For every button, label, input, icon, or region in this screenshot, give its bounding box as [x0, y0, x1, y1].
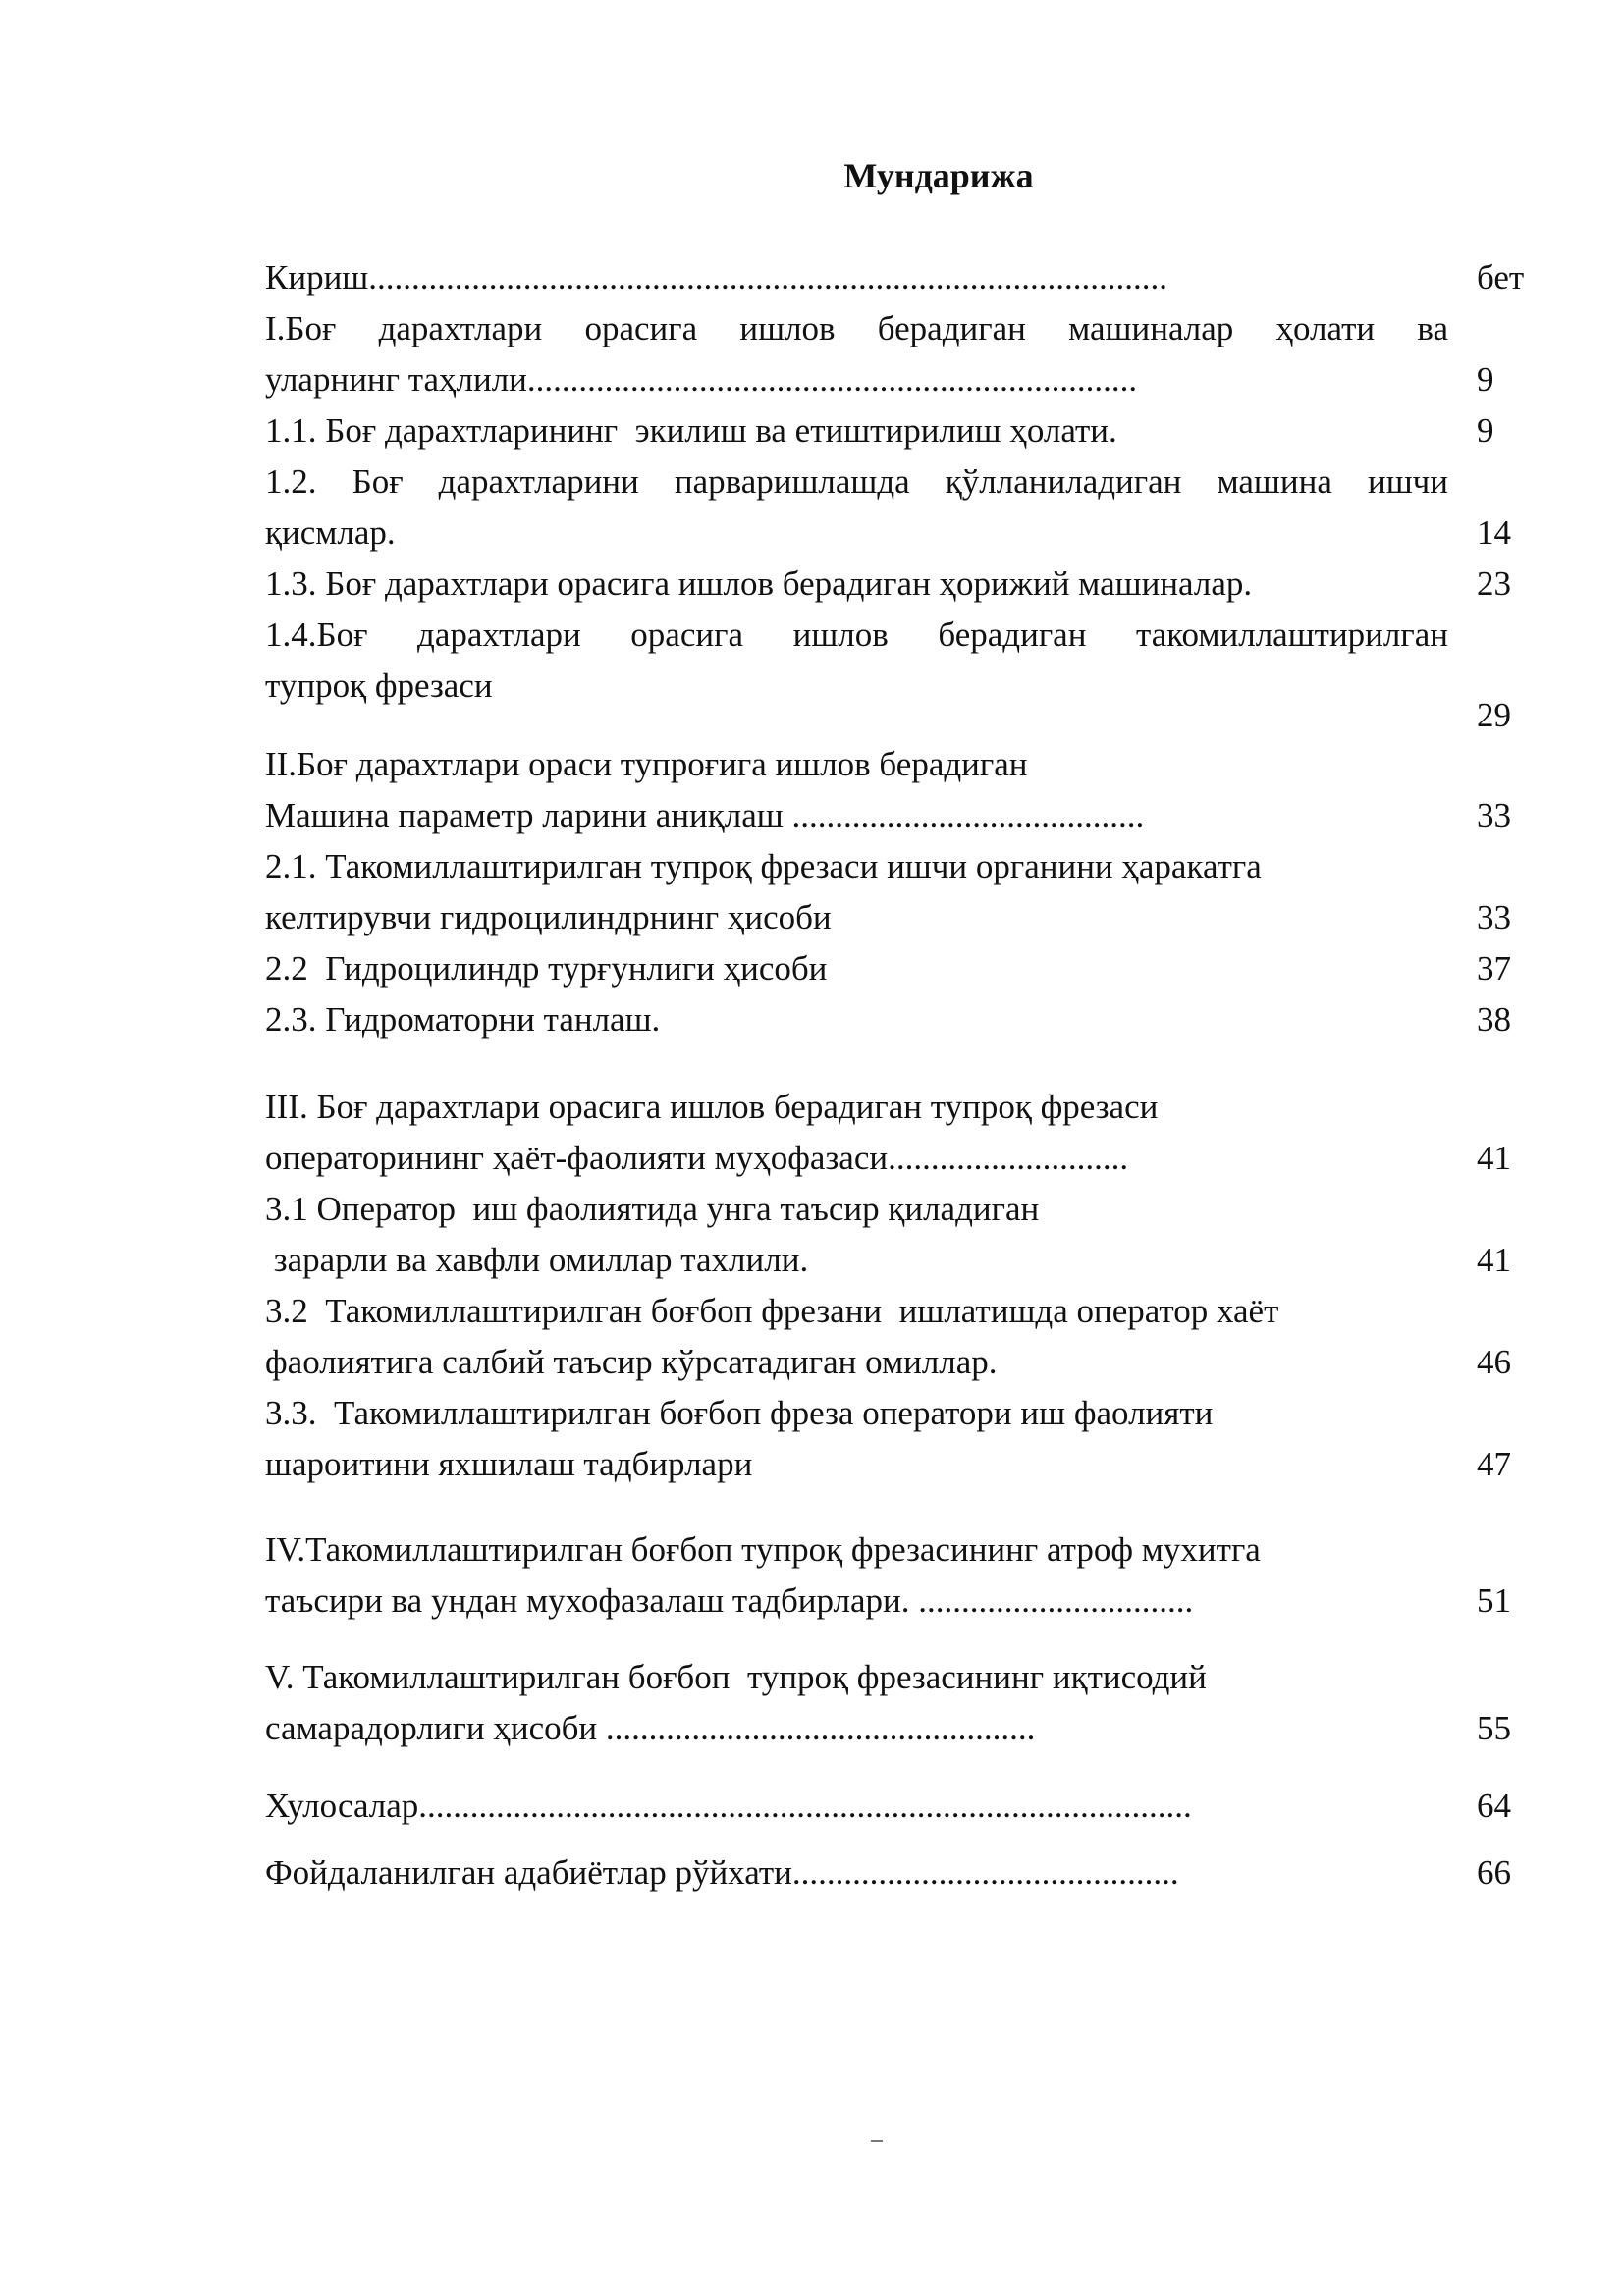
toc-line-references: Фойдаланилган адабиётлар рўйхати............................................. — [265, 1853, 1179, 1892]
page-number: 38 — [1477, 1000, 1511, 1039]
toc-line-ch3-b: операторининг ҳаёт-фаолияти муҳофазаси............................ — [265, 1139, 1129, 1177]
footer-dash — [871, 2140, 883, 2142]
page-number: 33 — [1477, 796, 1511, 834]
toc-line-1-2-b: қисмлар. — [265, 513, 396, 552]
toc-line-ch1-a: I.Боғ дарахтлари орасига ишлов берадиган машиналар ҳолати ва — [265, 309, 1448, 347]
toc-line-3-1-b: зарарли ва хавфли омиллар тахлили. — [265, 1241, 809, 1279]
toc-line-3-1-a: 3.1 Оператор иш фаолиятида унга таъсир қиладиган — [265, 1190, 1040, 1228]
page-number: 29 — [1477, 696, 1511, 734]
toc-line-1-3: 1.3. Боғ дарахтлари орасига ишлов берадиган ҳорижий машиналар. — [265, 564, 1253, 603]
toc-line-conclusions: Хулосалар.......................................................................................... — [265, 1787, 1192, 1825]
page-label: бет — [1477, 258, 1525, 296]
page-number: 51 — [1477, 1581, 1511, 1620]
toc-line-3-2-b: фаолиятига салбий таъсир кўрсатадиган омиллар. — [265, 1343, 998, 1381]
toc-line-ch4-b: таъсири ва ундан мухофазалаш тадбирлари. ................................ — [265, 1581, 1194, 1620]
toc-line-2-1-a: 2.1. Такомиллаштирилган тупроқ фрезаси ишчи органини ҳаракатга — [265, 847, 1262, 885]
toc-line-ch1-b: уларнинг таҳлили....................................................................... — [265, 360, 1138, 399]
toc-line-2-1-b: келтирувчи гидроцилиндрнинг ҳисоби — [265, 898, 832, 936]
toc-line-3-2-a: 3.2 Такомиллаштирилган боғбоп фрезани ишлатишда оператор хаёт — [265, 1292, 1279, 1330]
toc-line-2-2: 2.2 Гидроцилиндр турғунлиги ҳисоби — [265, 949, 828, 988]
toc-line-1-4-a: 1.4.Боғ дарахтлари орасига ишлов берадиган такомиллаштирилган — [265, 615, 1448, 654]
toc-line-1-4-b: тупроқ фрезаси — [265, 667, 493, 705]
toc-line-intro: Кириш............................................................................................. — [265, 258, 1168, 296]
page-number: 41 — [1477, 1139, 1511, 1177]
page-number: 37 — [1477, 949, 1511, 988]
toc-line-ch3-a: III. Боғ дарахтлари орасига ишлов берадиган тупроқ фрезаси — [265, 1088, 1159, 1126]
toc-line-1-1: 1.1. Боғ дарахтларининг экилиш ва етиштирилиш ҳолати. — [265, 411, 1117, 450]
page-number: 55 — [1477, 1709, 1511, 1747]
toc-line-1-2-a: 1.2. Боғ дарахтларини парваришлашда қўлланиладиган машина ишчи — [265, 462, 1448, 501]
toc-line-3-3-b: шароитини яхшилаш тадбирлари — [265, 1445, 753, 1483]
toc-line-ch5-b: самарадорлиги ҳисоби .................................................. — [265, 1709, 1036, 1747]
toc-line-2-3: 2.3. Гидроматорни танлаш. — [265, 1000, 661, 1039]
toc-line-3-3-a: 3.3. Такомиллаштирилган боғбоп фреза оператори иш фаолияти — [265, 1394, 1214, 1432]
page-number: 47 — [1477, 1445, 1511, 1483]
page-number: 9 — [1477, 360, 1494, 399]
toc-line-ch2-b: Машина параметр ларини аниқлаш ......................................... — [265, 796, 1145, 834]
page-number: 9 — [1477, 411, 1494, 450]
toc-line-ch4-a: IV.Такомиллаштирилган боғбоп тупроқ фрезасининг атроф мухитга — [265, 1530, 1261, 1569]
page-number: 41 — [1477, 1241, 1511, 1279]
toc-title: Мундарижа — [843, 156, 1034, 195]
toc-line-ch5-a: V. Такомиллаштирилган боғбоп тупроқ фрезасининг иқтисодий — [265, 1658, 1207, 1696]
page-number: 33 — [1477, 898, 1511, 936]
page-number: 14 — [1477, 513, 1511, 552]
page-number: 66 — [1477, 1853, 1511, 1892]
toc-line-ch2-a: II.Боғ дарахтлари ораси тупроғига ишлов берадиган — [265, 745, 1028, 783]
page-number: 23 — [1477, 564, 1511, 603]
page-number: 64 — [1477, 1787, 1511, 1825]
page-number: 46 — [1477, 1343, 1511, 1381]
